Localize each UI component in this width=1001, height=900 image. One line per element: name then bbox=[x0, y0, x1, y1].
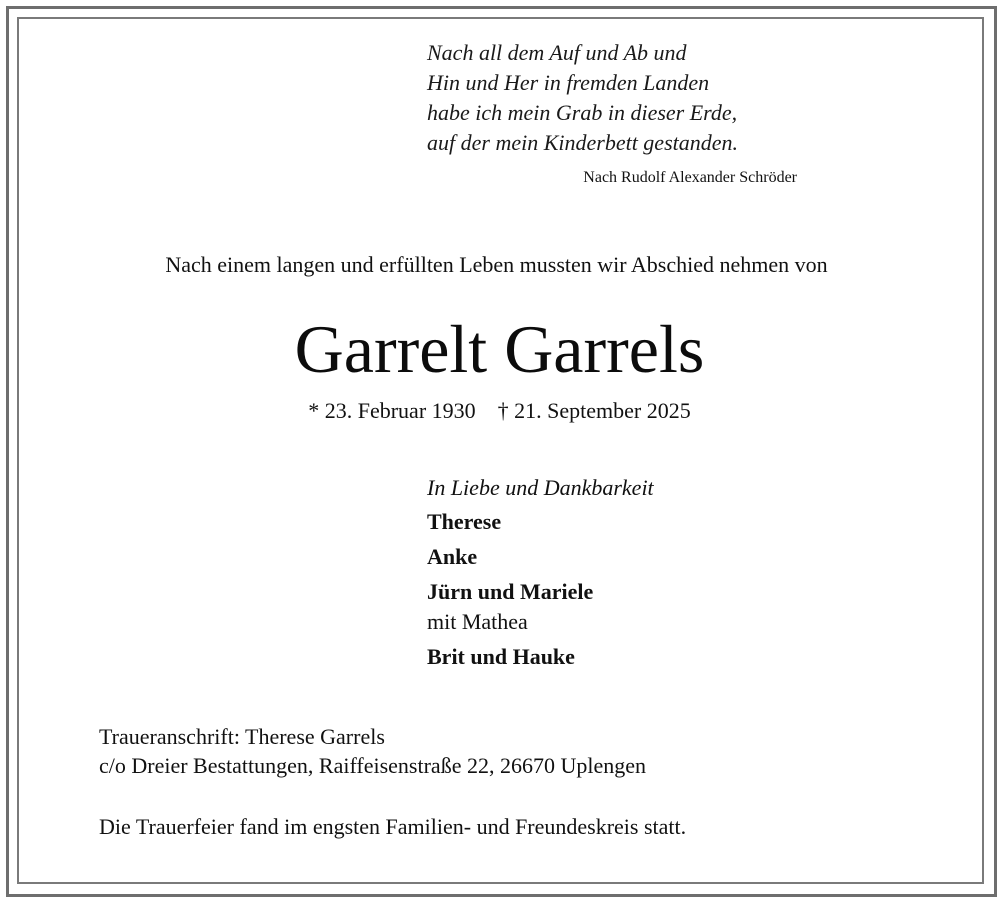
mourner-name: Therese bbox=[427, 509, 502, 534]
birth-date: * 23. Februar 1930 bbox=[308, 398, 476, 423]
mourner-name: Brit und Hauke bbox=[427, 644, 575, 669]
poem-line: auf der mein Kinderbett gestanden. bbox=[427, 130, 739, 155]
mourning-address bbox=[99, 722, 899, 780]
address-line: Traueranschrift: Therese Garrels bbox=[99, 724, 385, 749]
mourner-name: Jürn und Mariele bbox=[427, 579, 594, 604]
dedication: In Liebe und Dankbarkeit bbox=[427, 475, 654, 500]
poem-attribution: Nach Rudolf Alexander Schröder bbox=[583, 169, 797, 186]
poem bbox=[427, 38, 827, 158]
poem-line: Nach all dem Auf und Ab und bbox=[427, 40, 687, 65]
mourner-subname: mit Mathea bbox=[427, 609, 528, 634]
mourner-name: Anke bbox=[427, 544, 478, 569]
deceased-name: Garrelt Garrels bbox=[294, 311, 705, 387]
life-dates bbox=[0, 397, 999, 425]
poem-line: Hin und Her in fremden Landen bbox=[427, 70, 710, 95]
ceremony-note: Die Trauerfeier fand im engsten Familien- und Freundeskreis statt. bbox=[99, 814, 687, 839]
intro-text: Nach einem langen und erfüllten Leben mussten wir Abschied nehmen von bbox=[165, 252, 828, 277]
death-date: † 21. September 2025 bbox=[497, 398, 691, 423]
address-line: c/o Dreier Bestattungen, Raiffeisenstraße 22, 26670 Uplengen bbox=[99, 753, 646, 778]
poem-line: habe ich mein Grab in dieser Erde, bbox=[427, 100, 738, 125]
mourners-block bbox=[427, 474, 907, 678]
